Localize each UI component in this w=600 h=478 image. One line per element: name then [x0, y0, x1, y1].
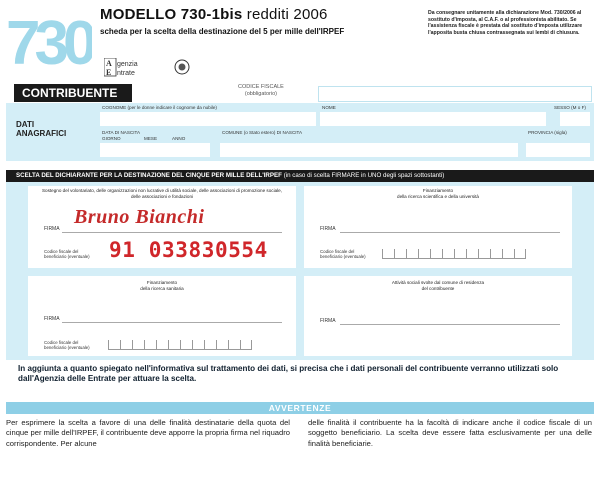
signature-handwritten: Bruno Bianchi: [74, 206, 205, 228]
giorno-label: GIORNO: [102, 136, 121, 141]
avvertenze-col2: delle finalità il contribuente ha la facoltà di indicare anche il codice fiscale di un soggetto beneficiario. La scelta deve essere fatta esclusivamente per una delle finalità beneficiarie.: [308, 418, 592, 448]
scelta-bar-label: SCELTA DEL DICHIARANTE PER LA DESTINAZIONE DEL CINQUE PER MILLE DELL'IRPEF: [16, 172, 282, 179]
cell-comune-residenza-title: [316, 280, 560, 291]
cell-volontariato-title: Sostegno del volontariato, delle organizzazioni non lucrative di utilità sociale, delle associazioni di promozione sociale, delle associazioni e fondazioni: [41, 188, 283, 199]
agency-line2: ntrate: [117, 70, 135, 77]
cell-volontariato-firma-label: FIRMA: [44, 226, 60, 232]
cell-volontariato-firma-line: [62, 232, 282, 233]
cell-ricerca-sanitaria-firma-line: [62, 322, 282, 323]
svg-text:E: E: [106, 68, 112, 77]
cell-ricerca-scientifica-cf-label: Codice fiscale del beneficiario (eventuale): [320, 249, 366, 259]
provincia-field[interactable]: [526, 143, 590, 157]
nome-field[interactable]: [320, 112, 546, 126]
cell-ricerca-scientifica-firma-label: FIRMA: [320, 226, 336, 232]
sesso-label: SESSO (M o F): [554, 105, 586, 110]
dati-line2: ANAGRAFICI: [16, 129, 67, 138]
cell-comune-residenza-title2: del contribuente: [421, 285, 455, 291]
agency-line1: genzia: [117, 61, 138, 68]
cell-comune-residenza-firma-label: FIRMA: [320, 318, 336, 324]
modello-730-logo: [4, 6, 92, 72]
data-nascita-label: DATA DI NASCITA: [102, 130, 141, 135]
cognome-field[interactable]: [100, 112, 316, 126]
cell-ricerca-sanitaria-title1: Finanziamento: [146, 280, 178, 285]
form-title-main: MODELLO 730-1bis: [100, 6, 243, 23]
cell-ricerca-scientifica-title: [316, 188, 560, 199]
agenzia-entrate-logo: [104, 58, 196, 78]
avvertenze-col1: Per esprimere la scelta a favore di una delle finalità destinatarie della quota del cinque per mille dell'IRPEF, il contribuente deve apporre la propria firma nel riquadro corrispondente. Per alcune: [6, 418, 290, 448]
cell-ricerca-scientifica-firma-line: [340, 232, 560, 233]
cell-ricerca-sanitaria-firma-label: FIRMA: [44, 316, 60, 322]
cell-ricerca-sanitaria-cf-boxes[interactable]: [108, 340, 252, 350]
scelta-bar-note: (in caso di scelta FIRMARE in UNO degli spazi sottostanti): [283, 172, 445, 179]
form-title: [100, 6, 328, 23]
codice-fiscale-label: [238, 84, 284, 97]
delivery-note: Da consegnare unitamente alla dichiarazione Mod. 730/2006 al sostituto d'imposta, al C.A.F. o al professionista abilitato. Se l'assistenza fiscale è prestata dal sostituto d'imposta utilizzare l'apposita busta chiusa contrassegnata sui lembi di chiusura.: [428, 10, 583, 36]
codice-fiscale-field[interactable]: [318, 86, 592, 102]
form-title-year: redditi 2006: [246, 6, 328, 23]
anno-label: ANNO: [172, 136, 186, 141]
scelta-bar: [6, 170, 594, 182]
cell-comune-residenza-firma-line: [340, 324, 560, 325]
cf-label-sub: (obbligatorio): [244, 90, 277, 97]
nome-label: NOME: [322, 105, 336, 110]
avvertenze-bar: AVVERTENZE: [6, 402, 594, 414]
beneficiary-codice-fiscale: 91 033830554: [109, 238, 268, 262]
comune-nascita-field[interactable]: [220, 143, 518, 157]
cognome-label: COGNOME (per le donne indicare il cognome da nubile): [102, 105, 217, 110]
cell-ricerca-scientifica-title1: Finanziamento: [422, 188, 454, 193]
dati-line1: DATI: [16, 120, 35, 129]
sesso-field[interactable]: [560, 112, 590, 126]
comune-label: COMUNE (o Stato estero) DI NASCITA: [222, 130, 303, 135]
dati-anagrafici-label: [16, 120, 66, 138]
contribuente-bar: CONTRIBUENTE: [14, 84, 132, 102]
privacy-notice: In aggiunta a quanto spiegato nell'informativa sul trattamento dei dati, si precisa che i dati personali del contribuente verranno utilizzati solo dall'Agenzia delle Entrate per attuare la scelta.: [18, 364, 559, 383]
data-nascita-field[interactable]: [100, 143, 210, 157]
cell-comune-residenza-title1: Attività sociali svolte dal comune di residenza: [391, 280, 485, 285]
cell-volontariato-cf-label: Codice fiscale del beneficiario (eventuale): [44, 249, 90, 259]
cell-ricerca-sanitaria-title: [40, 280, 284, 291]
cell-ricerca-scientifica-title2: della ricerca scientifica e della università: [397, 193, 479, 199]
cf-label-text: CODICE FISCALE: [238, 84, 284, 90]
mese-label: MESE: [144, 136, 158, 141]
provincia-label: PROVINCIA (sigla): [528, 130, 567, 135]
cell-ricerca-sanitaria-title2: della ricerca sanitaria: [140, 285, 184, 291]
form-subtitle: scheda per la scelta della destinazione del 5 per mille dell'IRPEF: [100, 27, 345, 36]
cell-ricerca-scientifica-cf-boxes[interactable]: [382, 249, 526, 259]
cell-ricerca-sanitaria-cf-label: Codice fiscale del beneficiario (eventuale): [44, 340, 90, 350]
svg-text:A: A: [106, 59, 112, 68]
logo-730-text: 730: [6, 9, 92, 72]
